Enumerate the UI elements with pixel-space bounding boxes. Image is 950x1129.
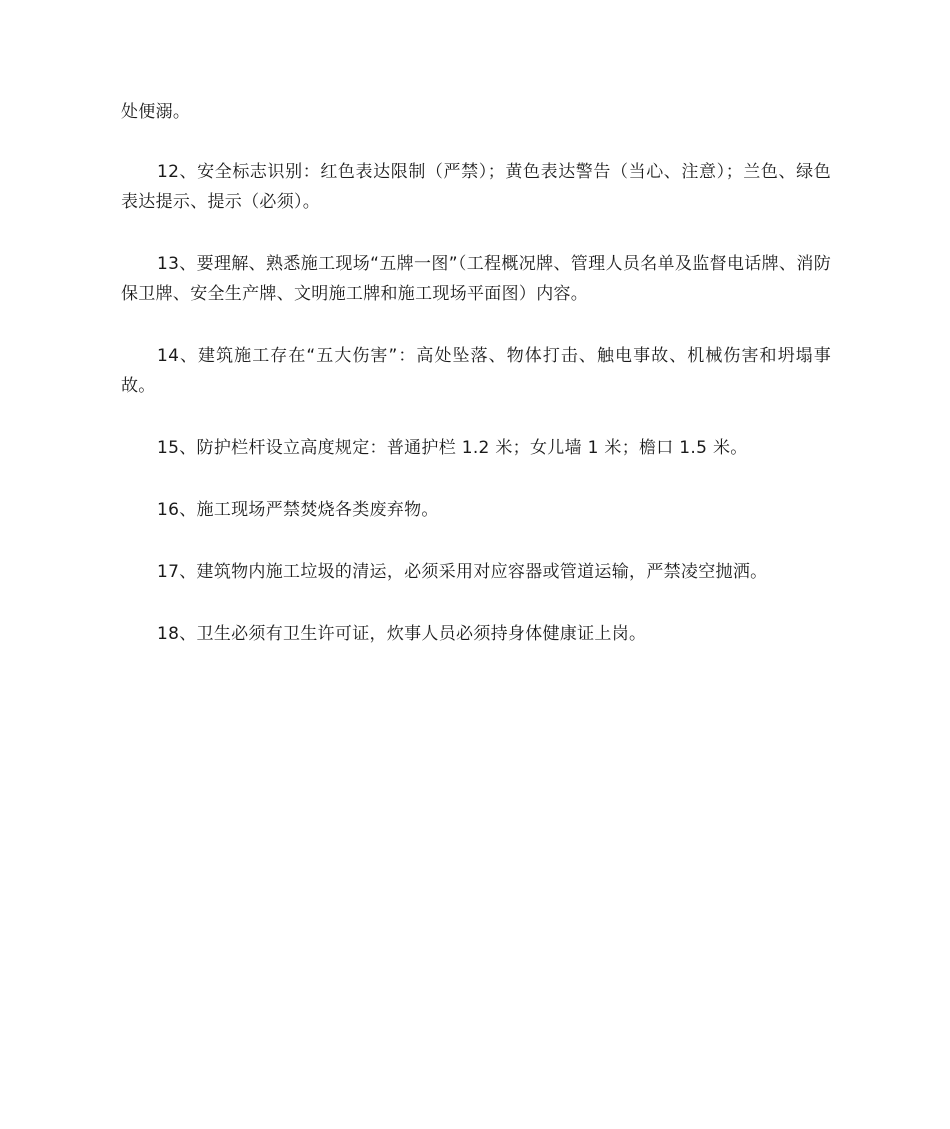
paragraph-item-18: 18、卫生必须有卫生许可证，炊事人员必须持身体健康证上岗。 — [157, 624, 647, 644]
paragraph-item-12: 12、安全标志识别：红色表达限制（严禁）；黄色表达警告（当心、注意）；兰色、绿色表达提示、提示（必须）。 — [121, 162, 831, 212]
paragraph-item-17: 17、建筑物内施工垃圾的清运，必须采用对应容器或管道运输，严禁凌空抛洒。 — [157, 562, 768, 582]
paragraph-item-15: 15、防护栏杆设立高度规定：普通护栏 1.2 米；女儿墙 1 米；檐口 1.5 米。 — [157, 438, 748, 458]
document-body — [121, 97, 831, 681]
paragraph-item-13: 13、要理解、熟悉施工现场“五牌一图”（工程概况牌、管理人员名单及监督电话牌、消防保卫牌、安全生产牌、文明施工牌和施工现场平面图）内容。 — [121, 254, 831, 304]
paragraph-continuation: 处便溺。 — [121, 102, 191, 122]
paragraph-item-14: 14、建筑施工存在“五大伤害”：高处坠落、物体打击、触电事故、机械伤害和坍塌事故。 — [121, 346, 831, 396]
paragraph-item-16: 16、施工现场严禁焚烧各类废弃物。 — [157, 500, 439, 520]
